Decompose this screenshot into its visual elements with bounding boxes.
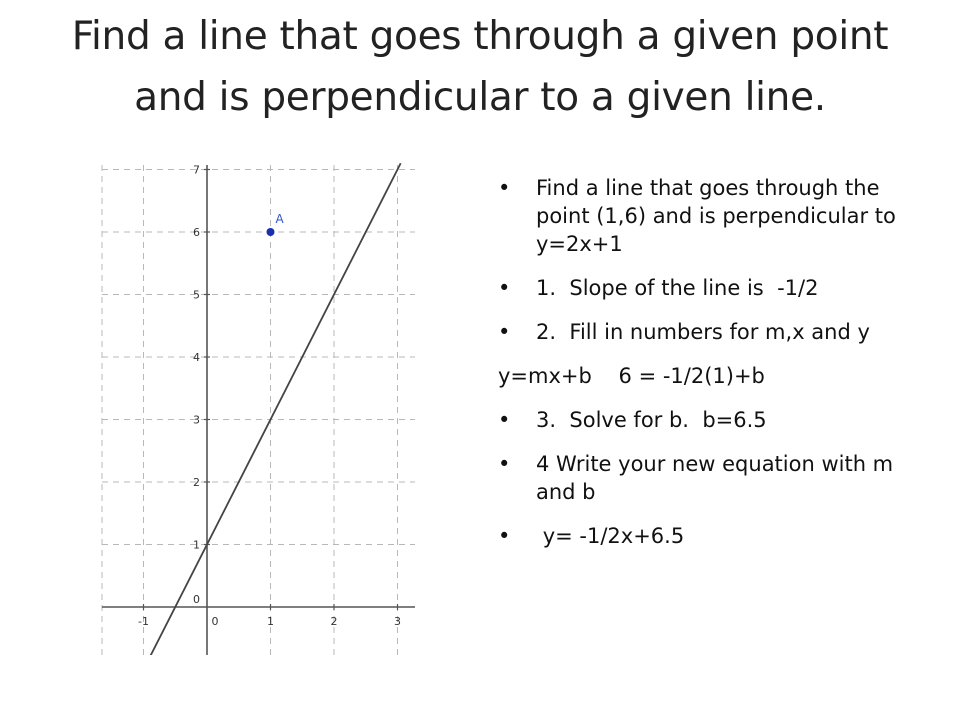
- equation-line: [498, 362, 938, 390]
- bullet-list: [498, 174, 938, 566]
- bullet-dot: •: [498, 176, 511, 200]
- x-tick-label: 0: [211, 615, 219, 628]
- y-tick-label: 4: [193, 351, 200, 364]
- bullet-text: Find a line that goes through the point (1,6) and is perpendicular to y=2x+1: [536, 176, 903, 256]
- x-tick-label: 1: [267, 615, 274, 628]
- bullet-item: [498, 274, 938, 302]
- grid-lines: [102, 165, 415, 655]
- bullet-text: y= -1/2x+6.5: [536, 524, 685, 548]
- bullet-dot: •: [498, 524, 511, 548]
- bullet-item: [498, 522, 938, 550]
- graph-canvas: [90, 160, 420, 655]
- x-tick-label: 2: [330, 615, 338, 628]
- x-tick-labels: [138, 615, 401, 628]
- bullet-item: [498, 174, 938, 258]
- bullet-text: 2. Fill in numbers for m,x and y: [536, 320, 870, 344]
- bullet-dot: •: [498, 408, 511, 432]
- y-tick-label: 0: [193, 593, 200, 606]
- y-tick-labels: [193, 164, 200, 607]
- y-tick-label: 2: [193, 476, 200, 489]
- point-a[interactable]: [267, 228, 275, 236]
- bullet-item: [498, 318, 938, 346]
- x-tick-label: -1: [138, 615, 149, 628]
- y-tick-label: 7: [193, 163, 200, 177]
- given-line: [105, 163, 400, 655]
- y-tick-label: 1: [193, 538, 200, 552]
- bullet-item: [498, 406, 938, 434]
- bullet-text: 3. Solve for b. b=6.5: [536, 408, 767, 432]
- y-tick-label: 6: [193, 226, 200, 239]
- bullet-dot: •: [498, 276, 511, 300]
- bullet-dot: •: [498, 452, 511, 476]
- point-a-label: A: [275, 212, 284, 226]
- slide-title: Find a line that goes through a given point and is perpendicular to a given line.: [71, 14, 889, 120]
- x-tick-label: 3: [394, 615, 401, 628]
- bullet-text: y=mx+b 6 = -1/2(1)+b: [498, 364, 765, 388]
- axes: [102, 165, 415, 655]
- bullet-text: 4 Write your new equation with m and b: [536, 452, 900, 504]
- y-tick-label: 3: [193, 413, 200, 427]
- bullet-item: [498, 450, 938, 506]
- coordinate-graph: [90, 160, 420, 655]
- y-tick-label: 5: [193, 288, 200, 302]
- bullet-text: 1. Slope of the line is -1/2: [536, 276, 819, 300]
- bullet-dot: •: [498, 320, 511, 344]
